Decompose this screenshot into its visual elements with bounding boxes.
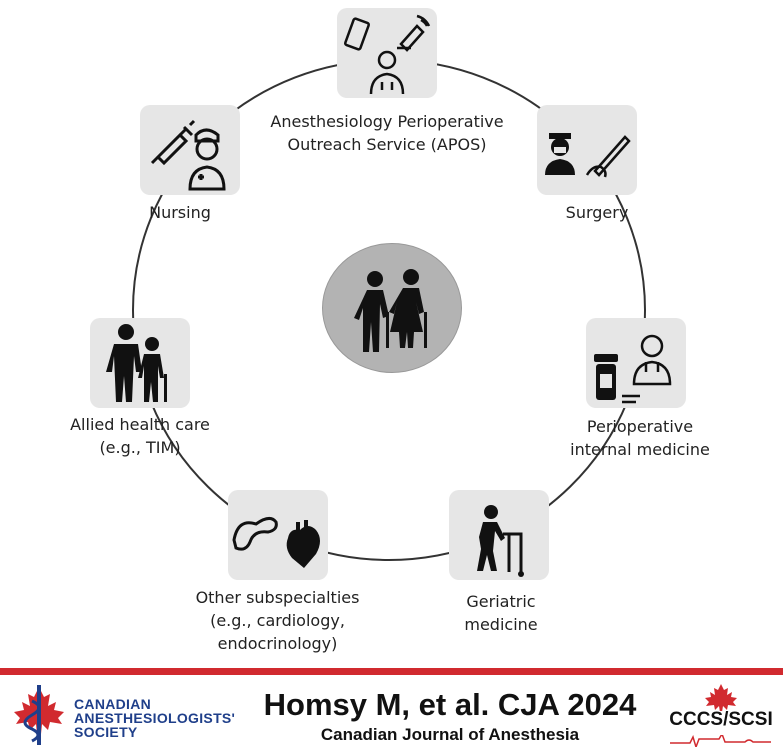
center-elderly-couple — [322, 243, 462, 373]
cccs-scsi-text: CCCS/SCSI — [669, 709, 773, 730]
node-perioperative-label: Perioperative internal medicine — [570, 417, 710, 459]
phone-ultrasound-doctor-icon — [337, 8, 437, 98]
footer — [0, 675, 783, 751]
cccs-scsi-logo — [666, 683, 776, 749]
journal-name: Canadian Journal of Anesthesia — [320, 725, 580, 744]
surgeon-scalpel-icon — [537, 105, 637, 195]
node-geriatric-tile — [449, 490, 549, 580]
citation: Homsy M, et al. CJA 2024 — [263, 687, 637, 722]
node-nursing-tile — [140, 105, 240, 195]
pill-bottle-doctor-icon — [586, 318, 686, 408]
walker-elder-icon — [449, 490, 549, 580]
node-surgery-tile — [537, 105, 637, 195]
node-geriatric-label: Geriatric medicine — [464, 592, 538, 634]
node-perioperative-tile — [586, 318, 686, 408]
node-other-tile — [228, 490, 328, 580]
pancreas-heart-icon — [228, 490, 328, 580]
caregiver-elder-icon — [90, 318, 190, 408]
maple-leaf-icon — [702, 683, 740, 711]
node-apos-tile — [337, 8, 437, 98]
canadian-anesthesiologists-society-logo — [8, 683, 70, 747]
node-apos-label: Anesthesiology Perioperative Outreach Service (APOS) — [270, 112, 504, 154]
heartbeat-line-icon — [670, 735, 772, 747]
syringe-nurse-icon — [140, 105, 240, 195]
society-name: CANADIAN ANESTHESIOLOGISTS' SOCIETY — [74, 696, 236, 740]
node-other-label: Other subspecialties (e.g., cardiology, endocrinology) — [195, 588, 360, 653]
footer-red-bar — [0, 668, 783, 675]
elderly-couple-icon — [323, 244, 461, 372]
node-nursing-label: Nursing — [149, 203, 211, 222]
node-allied-label: Allied health care (e.g., TIM) — [70, 415, 210, 457]
node-allied-tile — [90, 318, 190, 408]
node-surgery-label: Surgery — [565, 203, 629, 222]
